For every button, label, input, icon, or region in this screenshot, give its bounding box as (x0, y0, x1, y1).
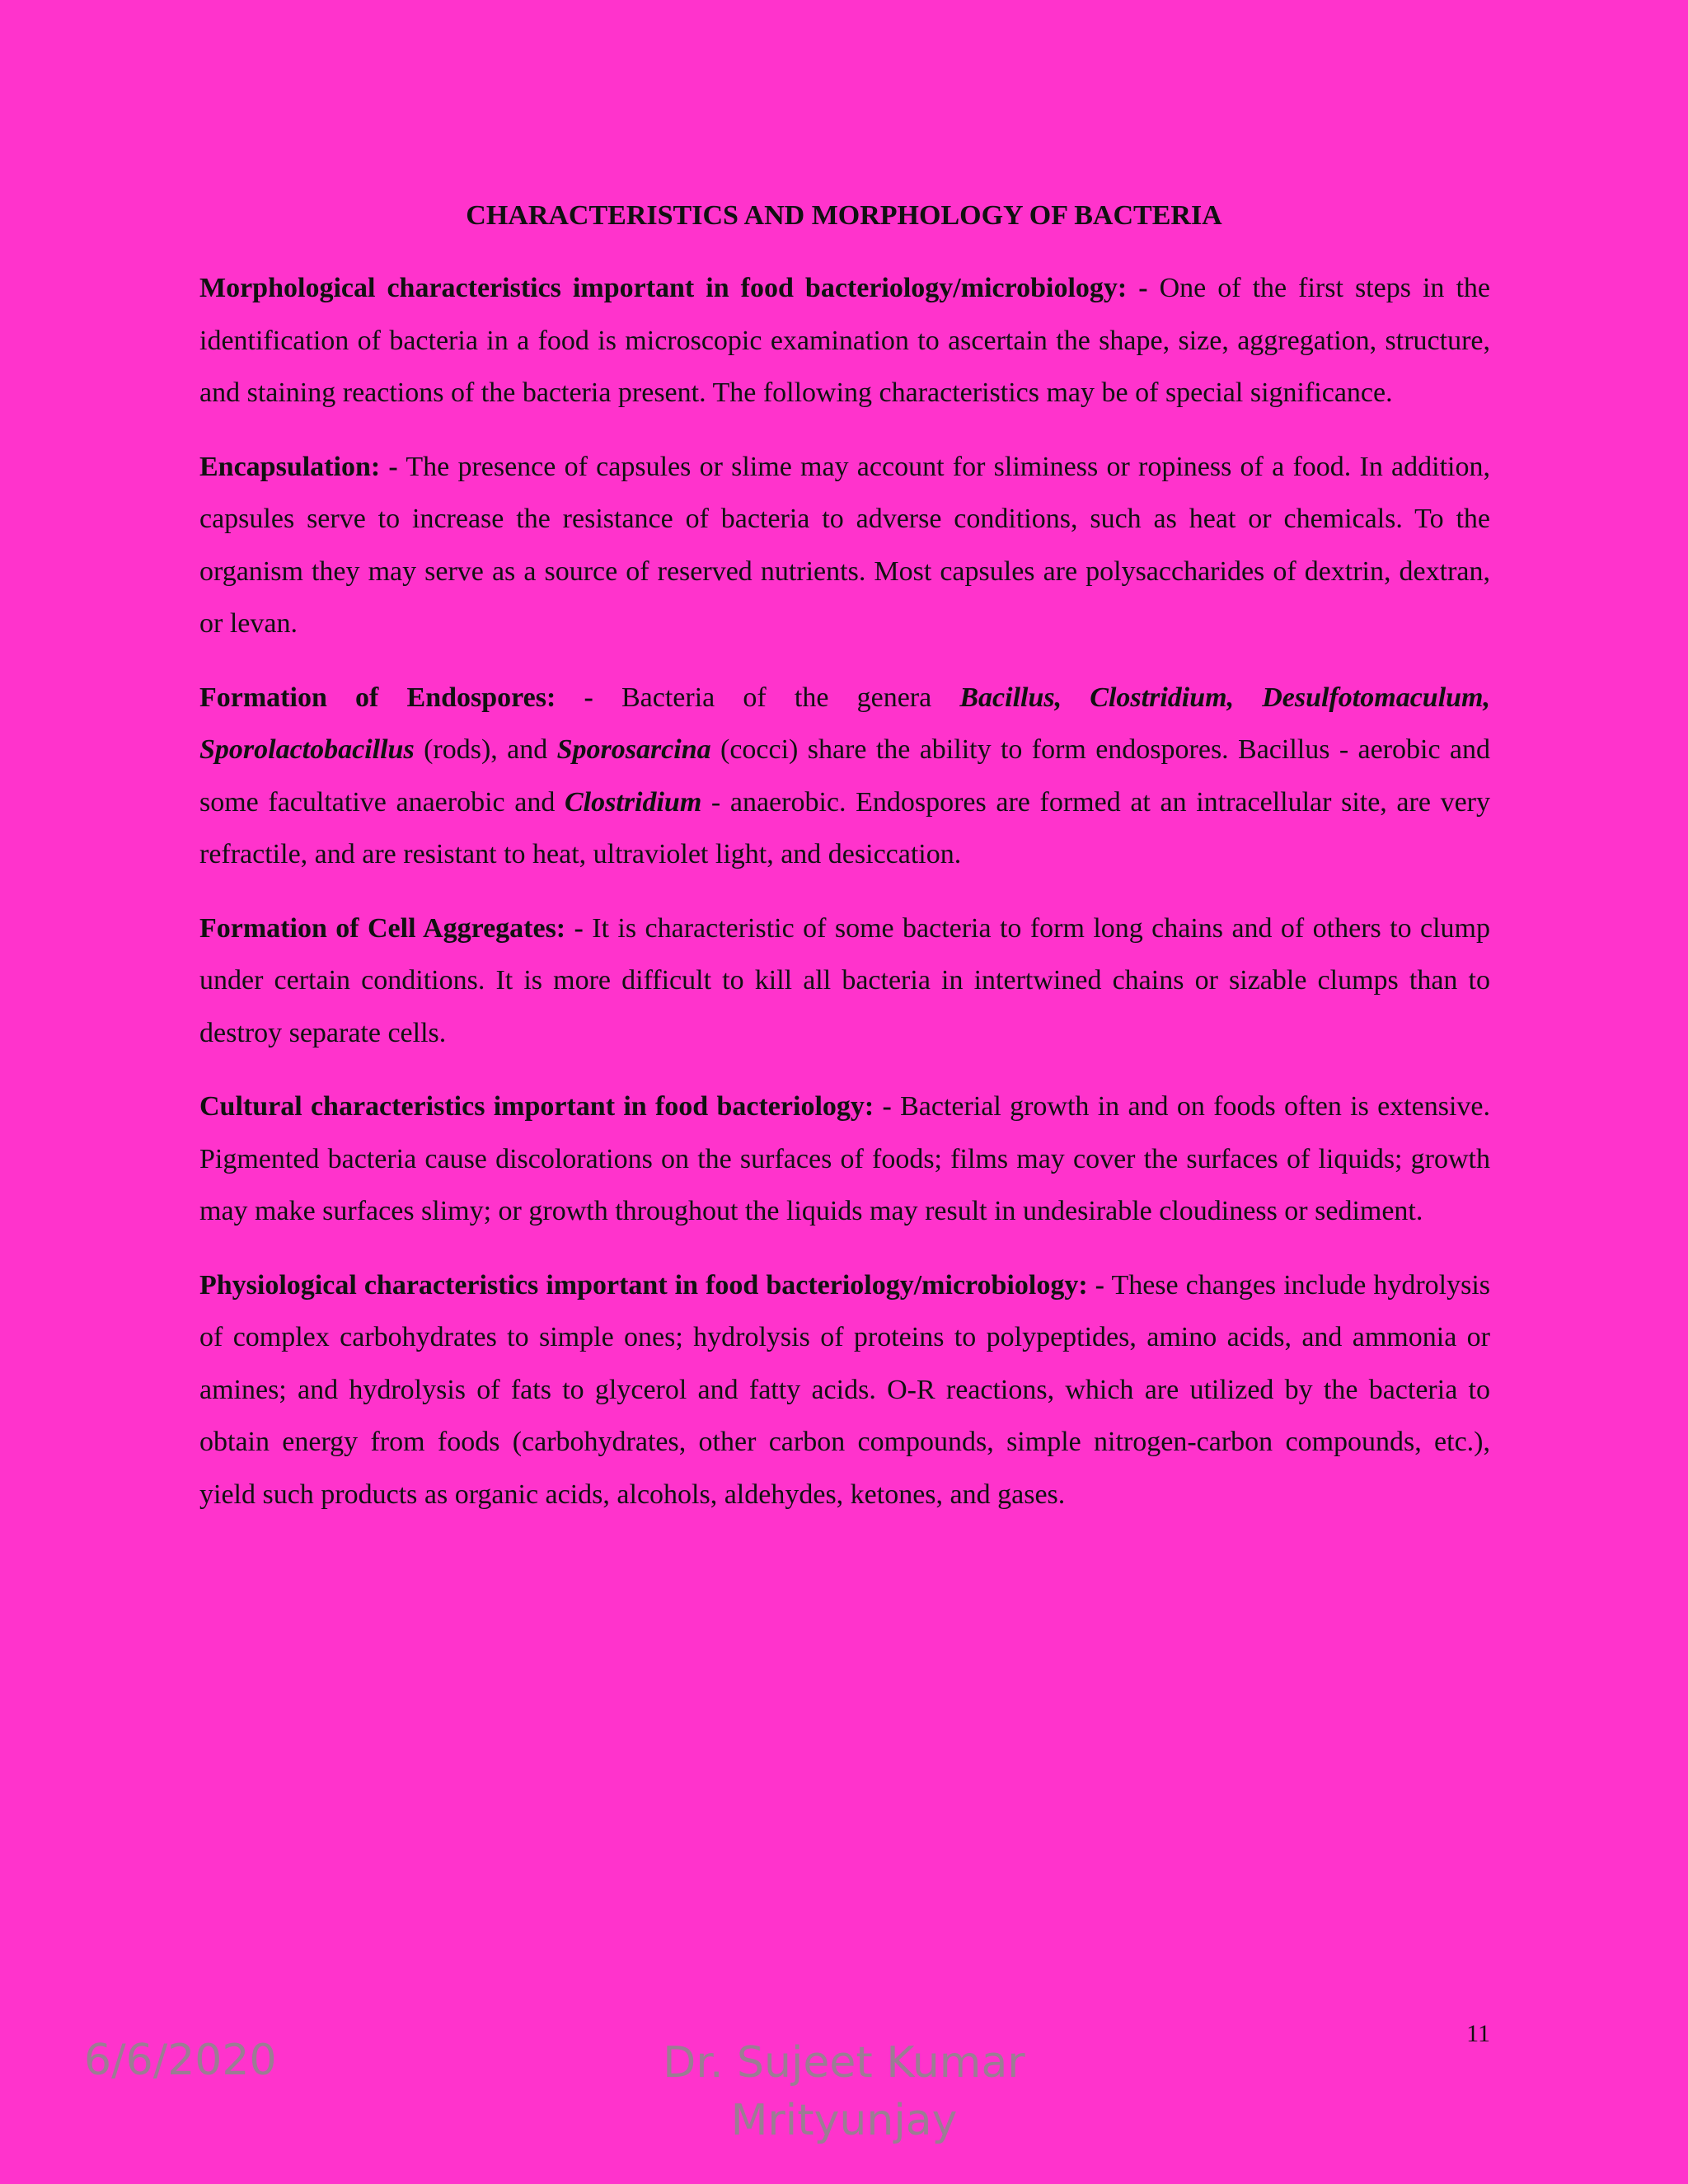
paragraph-encapsulation (199, 441, 1490, 650)
heading-endospores: Formation of Endospores: - (199, 682, 593, 713)
text-cultural: Bacterial growth in and on foods often is extensive. Pigmented bacteria cause discolorations on the surfaces of foods; films may cover the surfaces of liquids; growth may make surfaces slimy; or growth throughout the liquids may result in undesirable cloudiness or sediment. (199, 1091, 1490, 1226)
genus-sporosarcina: Sporosarcina (556, 734, 711, 765)
paragraph-morphological (199, 262, 1490, 419)
text-endospores-2: (rods), and (414, 734, 557, 765)
text-endospores-4: - anaerobic. Endospores are formed at an intracellular site, are very refractile, and are resistant to heat, ultraviolet light, and desiccation. (199, 786, 1490, 869)
paragraph-physiological (199, 1259, 1490, 1521)
heading-morphological: Morphological characteristics important in food bacteriology/microbiology: - (199, 273, 1148, 303)
heading-encapsulation: Encapsulation: - (199, 451, 398, 482)
footer-author (597, 2034, 1091, 2149)
text-encapsulation: The presence of capsules or slime may account for sliminess or ropiness of a food. In addition, capsules serve to increase the resistance of bacteria to adverse conditions, such as heat or chemicals. To the organism they may serve as a source of reserved nutrients. Most capsules are polysaccharides of dextrin, dextran, or levan. (199, 451, 1490, 639)
page-number: 11 (1466, 2020, 1490, 2047)
page-title: CHARACTERISTICS AND MORPHOLOGY OF BACTERIA (466, 200, 1222, 231)
text-endospores-1: Bacteria of the genera (593, 682, 960, 713)
document-body (199, 262, 1490, 1542)
heading-cultural: Cultural characteristics important in food bacteriology: - (199, 1091, 892, 1122)
heading-aggregates: Formation of Cell Aggregates: - (199, 912, 584, 944)
footer-author-line-1: Dr. Sujeet Kumar (663, 2038, 1025, 2088)
paragraph-cultural (199, 1080, 1490, 1238)
paragraph-aggregates (199, 902, 1490, 1060)
text-morphological: One of the first steps in the identification of bacteria in a food is microscopic examination to ascertain the shape, size, aggregation, structure, and staining reactions of the bacteria present. The following characteristics may be of special significance. (199, 273, 1490, 408)
paragraph-endospores (199, 672, 1490, 881)
heading-physiological: Physiological characteristics important in food bacteriology/microbiology: - (199, 1269, 1105, 1301)
genus-clostridium: Clostridium (564, 786, 702, 818)
text-endospores-3: (cocci) share the ability to form endospores. Bacillus - aerobic and some facultative anaerobic and (199, 734, 1490, 818)
text-aggregates: It is characteristic of some bacteria to form long chains and of others to clump under certain conditions. It is more difficult to kill all bacteria in intertwined chains or sizable clumps than to destroy separate cells. (199, 912, 1490, 1048)
genera-names: Bacillus, Clostridium, Desulfotomaculum, Sporolactobacillus (199, 682, 1490, 765)
text-physiological: These changes include hydrolysis of complex carbohydrates to simple ones; hydrolysis of proteins to polypeptides, amino acids, and ammonia or amines; and hydrolysis of fats to glycerol and fatty acids. O-R reactions, which are utilized by the bacteria to obtain energy from foods (carbohydrates, other carbon compounds, simple nitrogen-carbon compounds, etc.), yield such products as organic acids, alcohols, aldehydes, ketones, and gases. (199, 1269, 1490, 1510)
footer-author-line-2: Mrityunjay (730, 2096, 958, 2145)
footer-date: 6/6/2020 (84, 2036, 277, 2085)
